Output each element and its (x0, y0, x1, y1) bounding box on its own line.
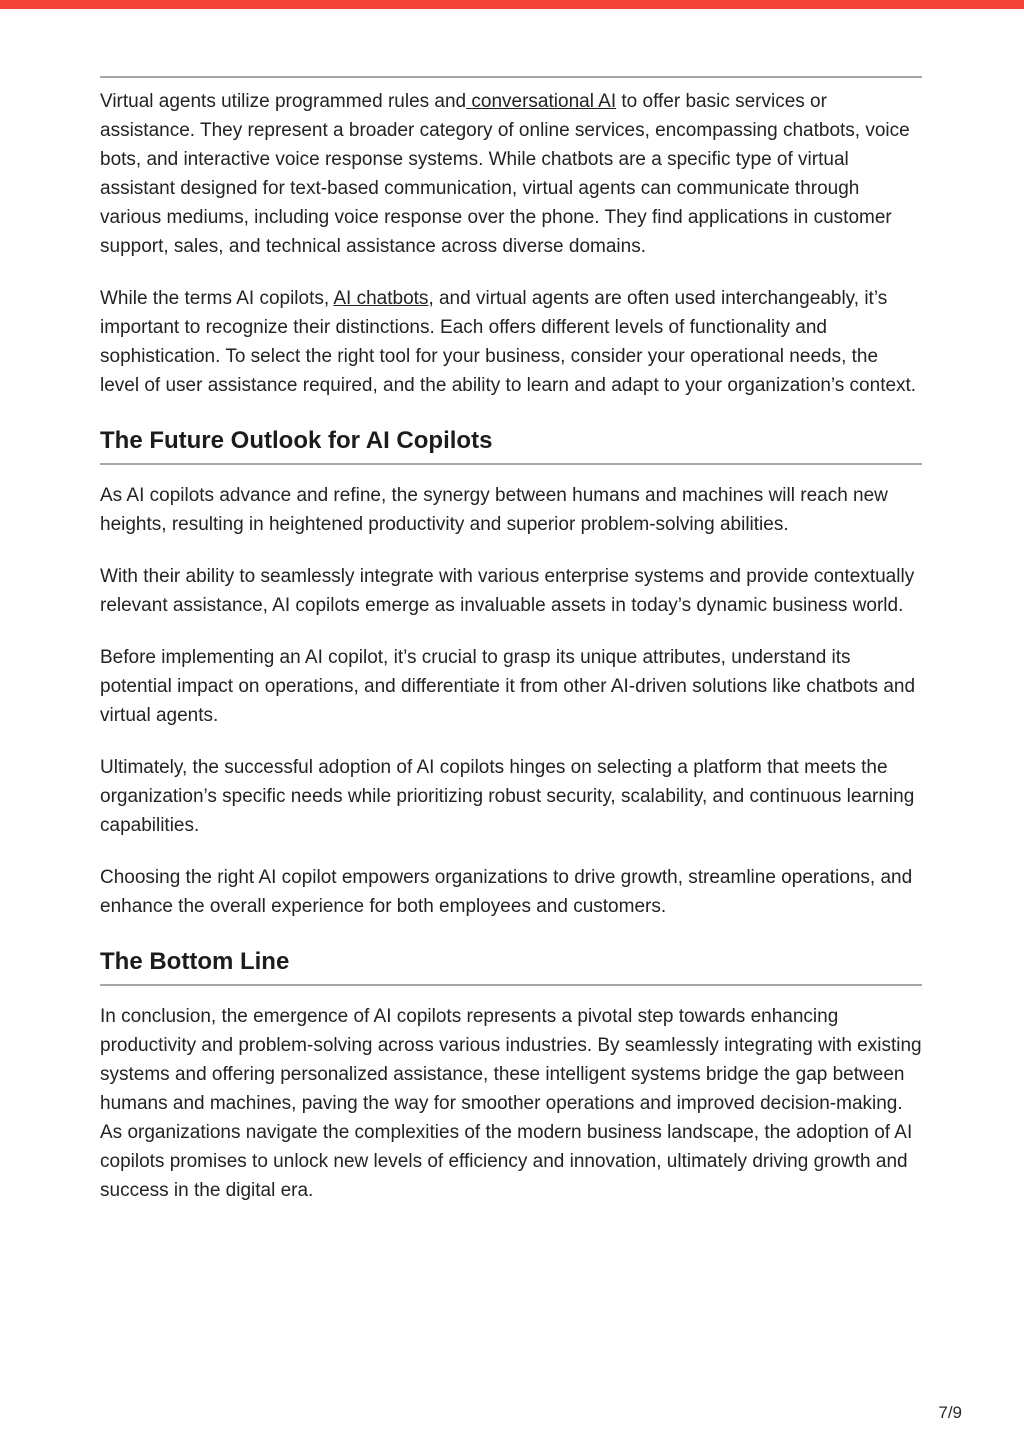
paragraph: Ultimately, the successful adoption of AI copilots hinges on selecting a platform that meets the organization’s specific needs while prioritizing robust security, scalability, and continuous learning capabilities. (100, 757, 915, 836)
paragraph: As AI copilots advance and refine, the synergy between humans and machines will reach new heights, resulting in heightened productivity and superior problem-solving abilities. (100, 485, 888, 535)
section-divider (100, 76, 922, 78)
paragraph: While the terms AI copilots, AI chatbots, and virtual agents are often used interchangeably, it’s important to recognize their distinctions. Each offers different levels of functionality and sophistication. To select the right tool for your business, consider your operational needs, the level of user assistance required, and the ability to learn and adapt to your organization’s context. (100, 288, 917, 396)
inline-link[interactable]: conversational AI (466, 91, 617, 112)
paragraph: Choosing the right AI copilot empowers organizations to drive growth, streamline operations, and enhance the overall experience for both employees and customers. (100, 867, 913, 917)
article-content (100, 0, 922, 1228)
page-number: 7/9 (938, 1403, 962, 1422)
section-heading: The Bottom Line (100, 948, 922, 986)
paragraph: With their ability to seamlessly integrate with various enterprise systems and provide contextually relevant assistance, AI copilots emerge as invaluable assets in today’s dynamic business world. (100, 566, 915, 616)
section-heading: The Future Outlook for AI Copilots (100, 427, 922, 465)
inline-link[interactable]: AI chatbots (333, 288, 429, 309)
paragraph: In conclusion, the emergence of AI copilots represents a pivotal step towards enhancing productivity and problem-solving across various industries. By seamlessly integrating with existing systems and offering personalized assistance, these intelligent systems bridge the gap between humans and machines, paving the way for smoother operations and improved decision-making. As organizations navigate the complexities of the modern business landscape, the adoption of AI copilots promises to unlock new levels of efficiency and innovation, ultimately driving growth and success in the digital era. (100, 1006, 922, 1201)
paragraph: Virtual agents utilize programmed rules and conversational AI to offer basic services or assistance. They represent a broader category of online services, encompassing chatbots, voice bots, and interactive voice response systems. While chatbots are a specific type of virtual assistant designed for text-based communication, virtual agents can communicate through various mediums, including voice response over the phone. They find applications in customer support, sales, and technical assistance across diverse domains. (100, 91, 910, 257)
paragraph: Before implementing an AI copilot, it’s crucial to grasp its unique attributes, understand its potential impact on operations, and differentiate it from other AI-driven solutions like chatbots and virtual agents. (100, 647, 916, 726)
